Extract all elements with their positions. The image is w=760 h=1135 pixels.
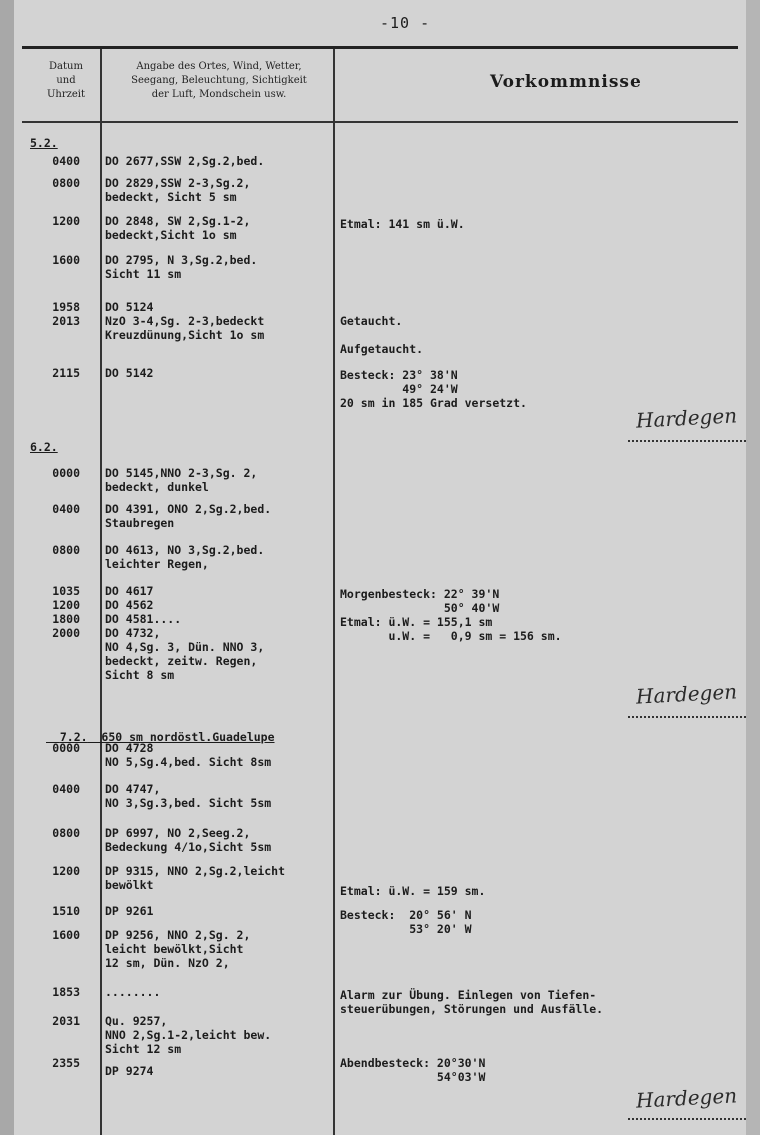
column-divider-2 [333, 49, 335, 1135]
header-ortes [106, 60, 332, 102]
row-time: 1035 1200 1800 2000 [52, 584, 80, 640]
top-rule [22, 46, 738, 49]
header-ortes-line2: Seegang, Beleuchtung, Sichtigkeit [131, 75, 307, 86]
row-entry: DO 5124 NzO 3-4,Sg. 2-3,bedeckt Kreuzdünung,Sicht 1o sm [105, 300, 265, 342]
row-entry: DO 4728 NO 5,Sg.4,bed. Sicht 8sm [105, 741, 272, 769]
row-entry: DP 9315, NNO 2,Sg.2,leicht bewölkt [105, 864, 286, 892]
row-time: 0400 [52, 154, 80, 168]
row-time: 0800 [52, 826, 80, 840]
row-entry: DO 4617 DO 4562 DO 4581.... DO 4732, NO 4,Sg. 3, Dün. NNO 3, bedeckt, zeitw. Regen, Sicht 8 sm [105, 584, 265, 682]
row-time: 1600 [52, 253, 80, 267]
row-entry: DO 2677,SSW 2,Sg.2,bed. [105, 154, 265, 168]
row-entry: DP 9256, NNO 2,Sg. 2, leicht bewölkt,Sicht 12 sm, Dün. NzO 2, [105, 928, 251, 970]
row-remark: Alarm zur Übung. Einlegen von Tiefen- steuerübungen, Störungen und Ausfälle. [340, 988, 604, 1016]
row-time: 1510 [52, 904, 80, 918]
row-remark: Getaucht. Aufgetaucht. [340, 314, 424, 356]
header-ortes-line1: Angabe des Ortes, Wind, Wetter, [136, 61, 302, 72]
header-ortes-line3: der Luft, Mondschein usw. [151, 89, 287, 100]
right-page-edge [746, 0, 760, 1135]
row-time: 0800 [52, 543, 80, 557]
row-time: 2355 [52, 1056, 80, 1070]
row-entry: DO 4613, NO 3,Sg.2,bed. leichter Regen, [105, 543, 265, 571]
signature: Hardegen [635, 403, 738, 433]
header-datum [36, 60, 96, 102]
row-remark: Morgenbesteck: 22° 39'N 50° 40'W Etmal: ü.W. = 155,1 sm u.W. = 0,9 sm = 156 sm. [340, 587, 562, 643]
date-6-2: 6.2. [30, 440, 58, 454]
row-time: 0800 [52, 176, 80, 190]
row-time: 1958 2013 [52, 300, 80, 328]
row-entry: DO 4747, NO 3,Sg.3,bed. Sicht 5sm [105, 782, 272, 810]
row-remark: Abendbesteck: 20°30'N 54°03'W [340, 1056, 486, 1084]
row-entry: Qu. 9257, NNO 2,Sg.1-2,leicht bew. Sicht 12 sm [105, 1014, 272, 1056]
header-datum-line2: und [56, 75, 76, 86]
signature: Hardegen [635, 679, 738, 709]
row-time: 1200 [52, 214, 80, 228]
date-7-2-position [46, 716, 275, 744]
row-entry: DO 5145,NNO 2-3,Sg. 2, bedeckt, dunkel [105, 466, 258, 494]
header-datum-line1: Datum [49, 61, 83, 72]
row-time: 0400 [52, 782, 80, 796]
row-time: 1200 [52, 864, 80, 878]
signature-dotted-line [628, 716, 746, 718]
row-time: 0000 [52, 741, 80, 755]
signature-dotted-line [628, 1118, 746, 1120]
signature-dotted-line [628, 440, 746, 442]
row-time: 0400 [52, 502, 80, 516]
row-time: 2115 [52, 366, 80, 380]
row-entry: DP 9274 [105, 1064, 154, 1078]
row-entry: DO 2848, SW 2,Sg.1-2, bedeckt,Sicht 1o sm [105, 214, 251, 242]
row-remark: Besteck: 20° 56' N 53° 20' W [340, 908, 472, 936]
left-page-edge [0, 0, 14, 1135]
row-entry: DO 5142 [105, 366, 154, 380]
row-entry: DO 4391, ONO 2,Sg.2,bed. Staubregen [105, 502, 272, 530]
row-entry: ........ [105, 985, 161, 999]
header-vorkommnisse: Vorkommnisse [490, 72, 642, 92]
header-rule [22, 121, 738, 123]
row-time: 1600 [52, 928, 80, 942]
row-remark: Etmal: ü.W. = 159 sm. [340, 884, 486, 898]
row-time: 2031 [52, 1014, 80, 1028]
date-5-2: 5.2. [30, 136, 58, 150]
row-entry: DP 9261 [105, 904, 154, 918]
signature: Hardegen [635, 1083, 738, 1113]
header-datum-line3: Uhrzeit [46, 89, 86, 100]
column-divider-1 [100, 49, 102, 1135]
date-7-2: 7.2. [59, 730, 88, 744]
position-note: 650 sm nordöstl.Guadelupe [101, 730, 275, 744]
row-remark: Besteck: 23° 38'N 49° 24'W 20 sm in 185 Grad versetzt. [340, 368, 527, 410]
row-remark: Etmal: 141 sm ü.W. [340, 217, 465, 231]
row-time: 0000 [52, 466, 80, 480]
row-time: 1853 [52, 985, 80, 999]
row-entry: DO 2795, N 3,Sg.2,bed. Sicht 11 sm [105, 253, 258, 281]
row-entry: DP 6997, NO 2,Seeg.2, Bedeckung 4/1o,Sicht 5sm [105, 826, 272, 854]
row-entry: DO 2829,SSW 2-3,Sg.2, bedeckt, Sicht 5 sm [105, 176, 251, 204]
page-number: -10 - [380, 14, 431, 32]
